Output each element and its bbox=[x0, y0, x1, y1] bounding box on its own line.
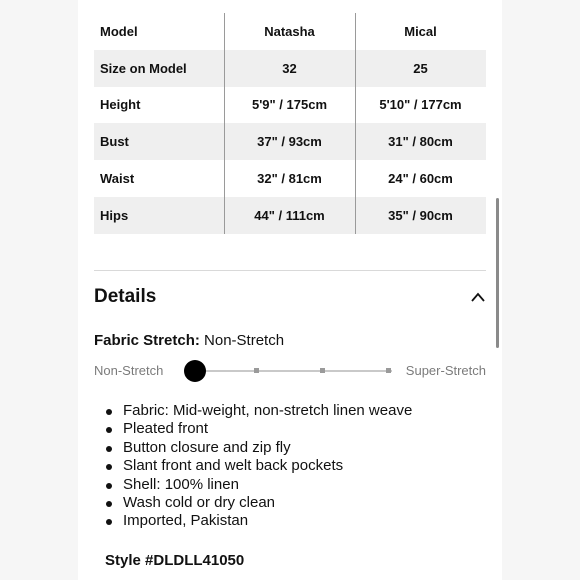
row-label: Size on Model bbox=[100, 60, 187, 76]
stretch-scale-min-label: Non-Stretch bbox=[94, 363, 164, 378]
list-item: Slant front and welt back pockets bbox=[104, 457, 412, 475]
row-value-1: 32" / 81cm bbox=[257, 171, 322, 187]
stretch-scale-max-label: Super-Stretch bbox=[405, 363, 486, 378]
scrollbar[interactable] bbox=[496, 198, 499, 348]
row-value-1: 37" / 93cm bbox=[257, 134, 322, 150]
style-number: Style #DLDLL41050 bbox=[105, 552, 245, 569]
product-page bbox=[78, 0, 502, 580]
row-value-1: 32 bbox=[282, 60, 297, 76]
row-label: Hips bbox=[100, 207, 129, 223]
list-item: Button closure and zip fly bbox=[104, 439, 412, 457]
row-value-2: 31" / 80cm bbox=[388, 134, 453, 150]
list-item: Fabric: Mid-weight, non-stretch linen weave bbox=[104, 402, 412, 420]
details-bullet-list bbox=[104, 402, 412, 531]
row-value-1: 44" / 111cm bbox=[254, 207, 325, 223]
list-item: Shell: 100% linen bbox=[104, 476, 412, 494]
row-value-2: 24" / 60cm bbox=[388, 171, 453, 187]
chevron-up-icon[interactable] bbox=[470, 290, 486, 304]
row-value-2: 25 bbox=[413, 60, 428, 76]
table-header-model: Model bbox=[100, 23, 138, 39]
row-value-2: 35" / 90cm bbox=[388, 207, 453, 223]
details-heading: Details bbox=[94, 286, 157, 307]
list-item: Wash cold or dry clean bbox=[104, 494, 412, 512]
stretch-scale bbox=[94, 361, 486, 381]
table-row bbox=[94, 160, 486, 197]
size-table bbox=[94, 13, 486, 234]
row-label: Height bbox=[100, 97, 141, 113]
table-row bbox=[94, 123, 486, 160]
row-label: Waist bbox=[100, 171, 135, 187]
table-row bbox=[94, 87, 486, 124]
table-header-model-2: Mical bbox=[404, 23, 437, 39]
section-divider bbox=[94, 270, 486, 271]
table-header-model-1: Natasha bbox=[264, 23, 315, 39]
stretch-scale-tick bbox=[254, 368, 259, 373]
table-column-divider bbox=[355, 13, 356, 234]
stretch-scale-tick bbox=[386, 368, 391, 373]
stretch-scale-thumb bbox=[184, 360, 206, 382]
table-row bbox=[94, 50, 486, 87]
table-header-row bbox=[94, 13, 486, 50]
stretch-scale-tick bbox=[320, 368, 325, 373]
fabric-stretch-line bbox=[94, 332, 284, 349]
list-item: Pleated front bbox=[104, 420, 412, 438]
row-value-2: 5'10" / 177cm bbox=[379, 97, 462, 113]
row-label: Bust bbox=[100, 134, 129, 150]
fabric-stretch-value: Non-Stretch bbox=[204, 332, 285, 349]
table-column-divider bbox=[224, 13, 225, 234]
fabric-stretch-label: Fabric Stretch: bbox=[94, 332, 200, 349]
list-item: Imported, Pakistan bbox=[104, 512, 412, 530]
row-value-1: 5'9" / 175cm bbox=[251, 97, 328, 113]
stretch-scale-track bbox=[194, 370, 392, 372]
table-row bbox=[94, 197, 486, 234]
